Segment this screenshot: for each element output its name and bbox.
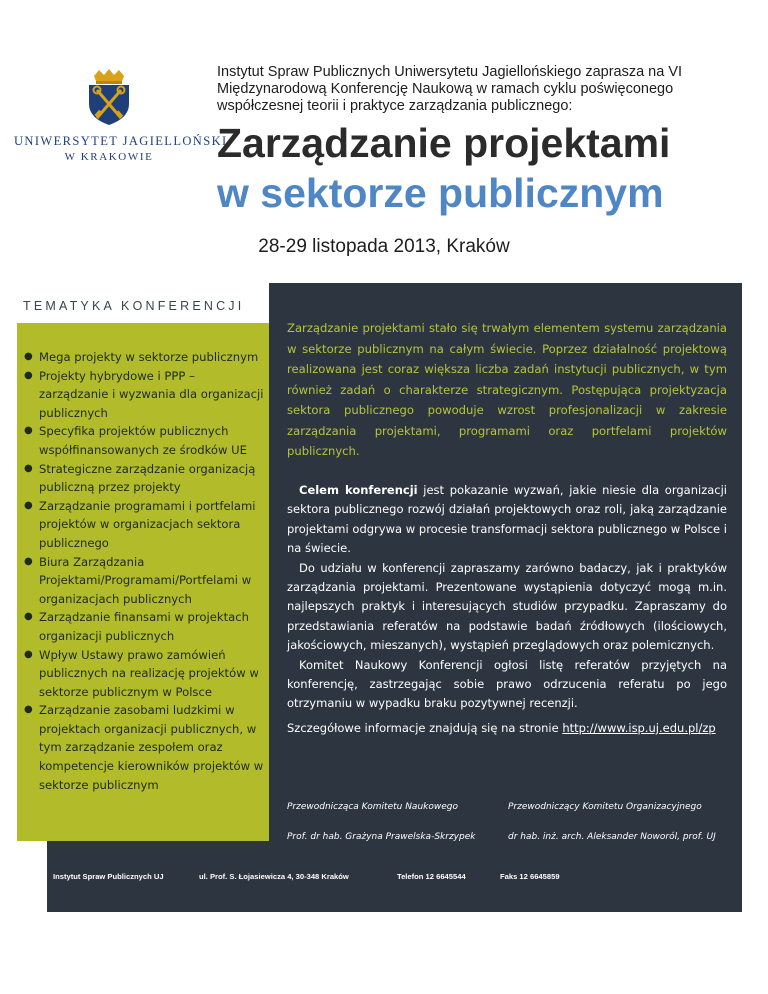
topics-list [22, 348, 267, 794]
topic-item [22, 646, 267, 702]
footer-institute: Instytut Spraw Publicznych UJ [53, 872, 164, 881]
conference-title-line1: Zarządzanie projektami [217, 120, 671, 166]
topic-item [22, 367, 267, 423]
topic-item [22, 422, 267, 459]
scientific-chair-name: Prof. dr hab. Grażyna Prawelska-Skrzypek [287, 832, 476, 842]
crest-icon [85, 68, 133, 126]
topic-item [22, 553, 267, 609]
bullet-icon: ● [24, 499, 33, 511]
goal-text: jest pokazanie wyzwań, jakie niesie dla organizacji sektora publicznego rozwój działań projektowych oraz roli, jaką zarządzanie projektami odgrywa w procesie transformacji sektora publicznego w Polsce i na świecie. [287, 483, 727, 556]
conference-title-line2: w sektorze publicznym [217, 170, 664, 216]
more-info-text: Szczegółowe informacje znajdują się na stronie [287, 721, 563, 735]
bullet-icon: ● [24, 425, 33, 437]
topic-item [22, 460, 267, 497]
university-name-line2: W KRAKOWIE [64, 151, 154, 163]
topic-text: Zarządzanie programami i portfelami projektów w organizacjach sektora publicznego [39, 498, 256, 550]
topic-text: Strategiczne zarządzanie organizacją publiczną przez projekty [39, 461, 256, 495]
organizing-chair-name: dr hab. inż. arch. Aleksander Noworól, prof. UJ [508, 832, 716, 842]
topic-text: Mega projekty w sektorze publicznym [39, 350, 259, 364]
topic-text: Projekty hybrydowe i PPP – zarządzanie i wyzwania dla organizacji publicznych [39, 368, 264, 420]
bullet-icon: ● [24, 351, 33, 362]
bullet-icon: ● [24, 555, 33, 567]
topic-item [22, 348, 267, 367]
intro-text: Instytut Spraw Publicznych Uniwersytetu Jagiellońskiego zaprasza na VI Międzynarodową Konferencję Naukową w ramach cyklu poświęconego współczesnej teorii i praktyce zarządzania publicznego: [217, 64, 683, 114]
topic-text: Specyfika projektów publicznych współfinansowanych ze środków UE [39, 424, 247, 457]
intro-paragraph: Zarządzanie projektami stało się trwałym elementem systemu zarządzania w sektorze publicznym na całym świecie. Poprzez działalność projektową realizowana jest coraz większa liczba zadań instytucji publicznych, w tym również zadań o charakterze strategicznym. Postępująca projektyzacja sektora publicznego powoduje wzrost profesjonalizacji w zakresie zarządzania projektami, programami oraz portfelami projektów publicznych. [287, 321, 727, 458]
university-logo [14, 68, 228, 163]
topic-item [22, 497, 267, 553]
bullet-icon: ● [24, 369, 33, 381]
topic-text: Zarządzanie zasobami ludzkimi w projektach organizacji publicznych, w tym zarządzanie zespołem oraz kompetencje kierowników projektów w sektorze publicznym [39, 703, 264, 792]
goal-label: Celem konferencji [299, 483, 418, 497]
goal-paragraph [287, 481, 727, 559]
bullet-icon: ● [24, 704, 33, 716]
footer-address: ul. Prof. S. Łojasiewicza 4, 30-348 Kraków [199, 872, 349, 881]
topic-text: Zarządzanie finansami w projektach organizacji publicznych [39, 610, 249, 643]
topics-heading: TEMATYKA KONFERENCJI [23, 299, 245, 313]
footer-fax: Faks 12 6645859 [500, 872, 560, 881]
bullet-icon: ● [24, 611, 33, 623]
topic-item [22, 701, 267, 794]
website-link[interactable]: http://www.isp.uj.edu.pl/zp [562, 721, 716, 735]
footer-phone: Telefon 12 6645544 [397, 872, 466, 881]
topic-text: Biura Zarządzania Projektami/Programami/Portfelami w organizacjach publicznych [39, 554, 252, 606]
bullet-icon: ● [24, 462, 33, 474]
conference-date: 28-29 listopada 2013, Kraków [258, 236, 510, 257]
topic-item [22, 608, 267, 645]
invite-paragraph: Do udziału w konferencji zapraszamy zarówno badaczy, jak i praktyków zarządzania projektami. Prezentowane wystąpienia dotyczyć mogą m.in. najlepszych praktyk i interesujących studiów przypadku. Zapraszamy do przedstawiania referatów na podstawie badań źródłowych (ilościowych, jakościowych, mieszanych), wystąpień przeglądowych oraz polemicznych. [287, 560, 727, 653]
bullet-icon: ● [24, 648, 33, 660]
committee-paragraph: Komitet Naukowy Konferencji ogłosi listę referatów przyjętych na konferencję, zastrzegając sobie prawo odrzucenia referatu po jego otrzymaniu w wypadku braku pozytywnej recenzji. [287, 657, 727, 711]
more-info [287, 721, 737, 735]
university-name-line1: UNIWERSYTET JAGIELLOŃSKI [14, 134, 228, 148]
organizing-chair-role: Przewodniczący Komitetu Organizacyjnego [508, 802, 702, 812]
topic-text: Wpływ Ustawy prawo zamówień publicznych na realizację projektów w sektorze publicznym w Polsce [39, 647, 259, 699]
scientific-chair-role: Przewodnicząca Komitetu Naukowego [287, 802, 458, 812]
conference-description [287, 481, 727, 714]
